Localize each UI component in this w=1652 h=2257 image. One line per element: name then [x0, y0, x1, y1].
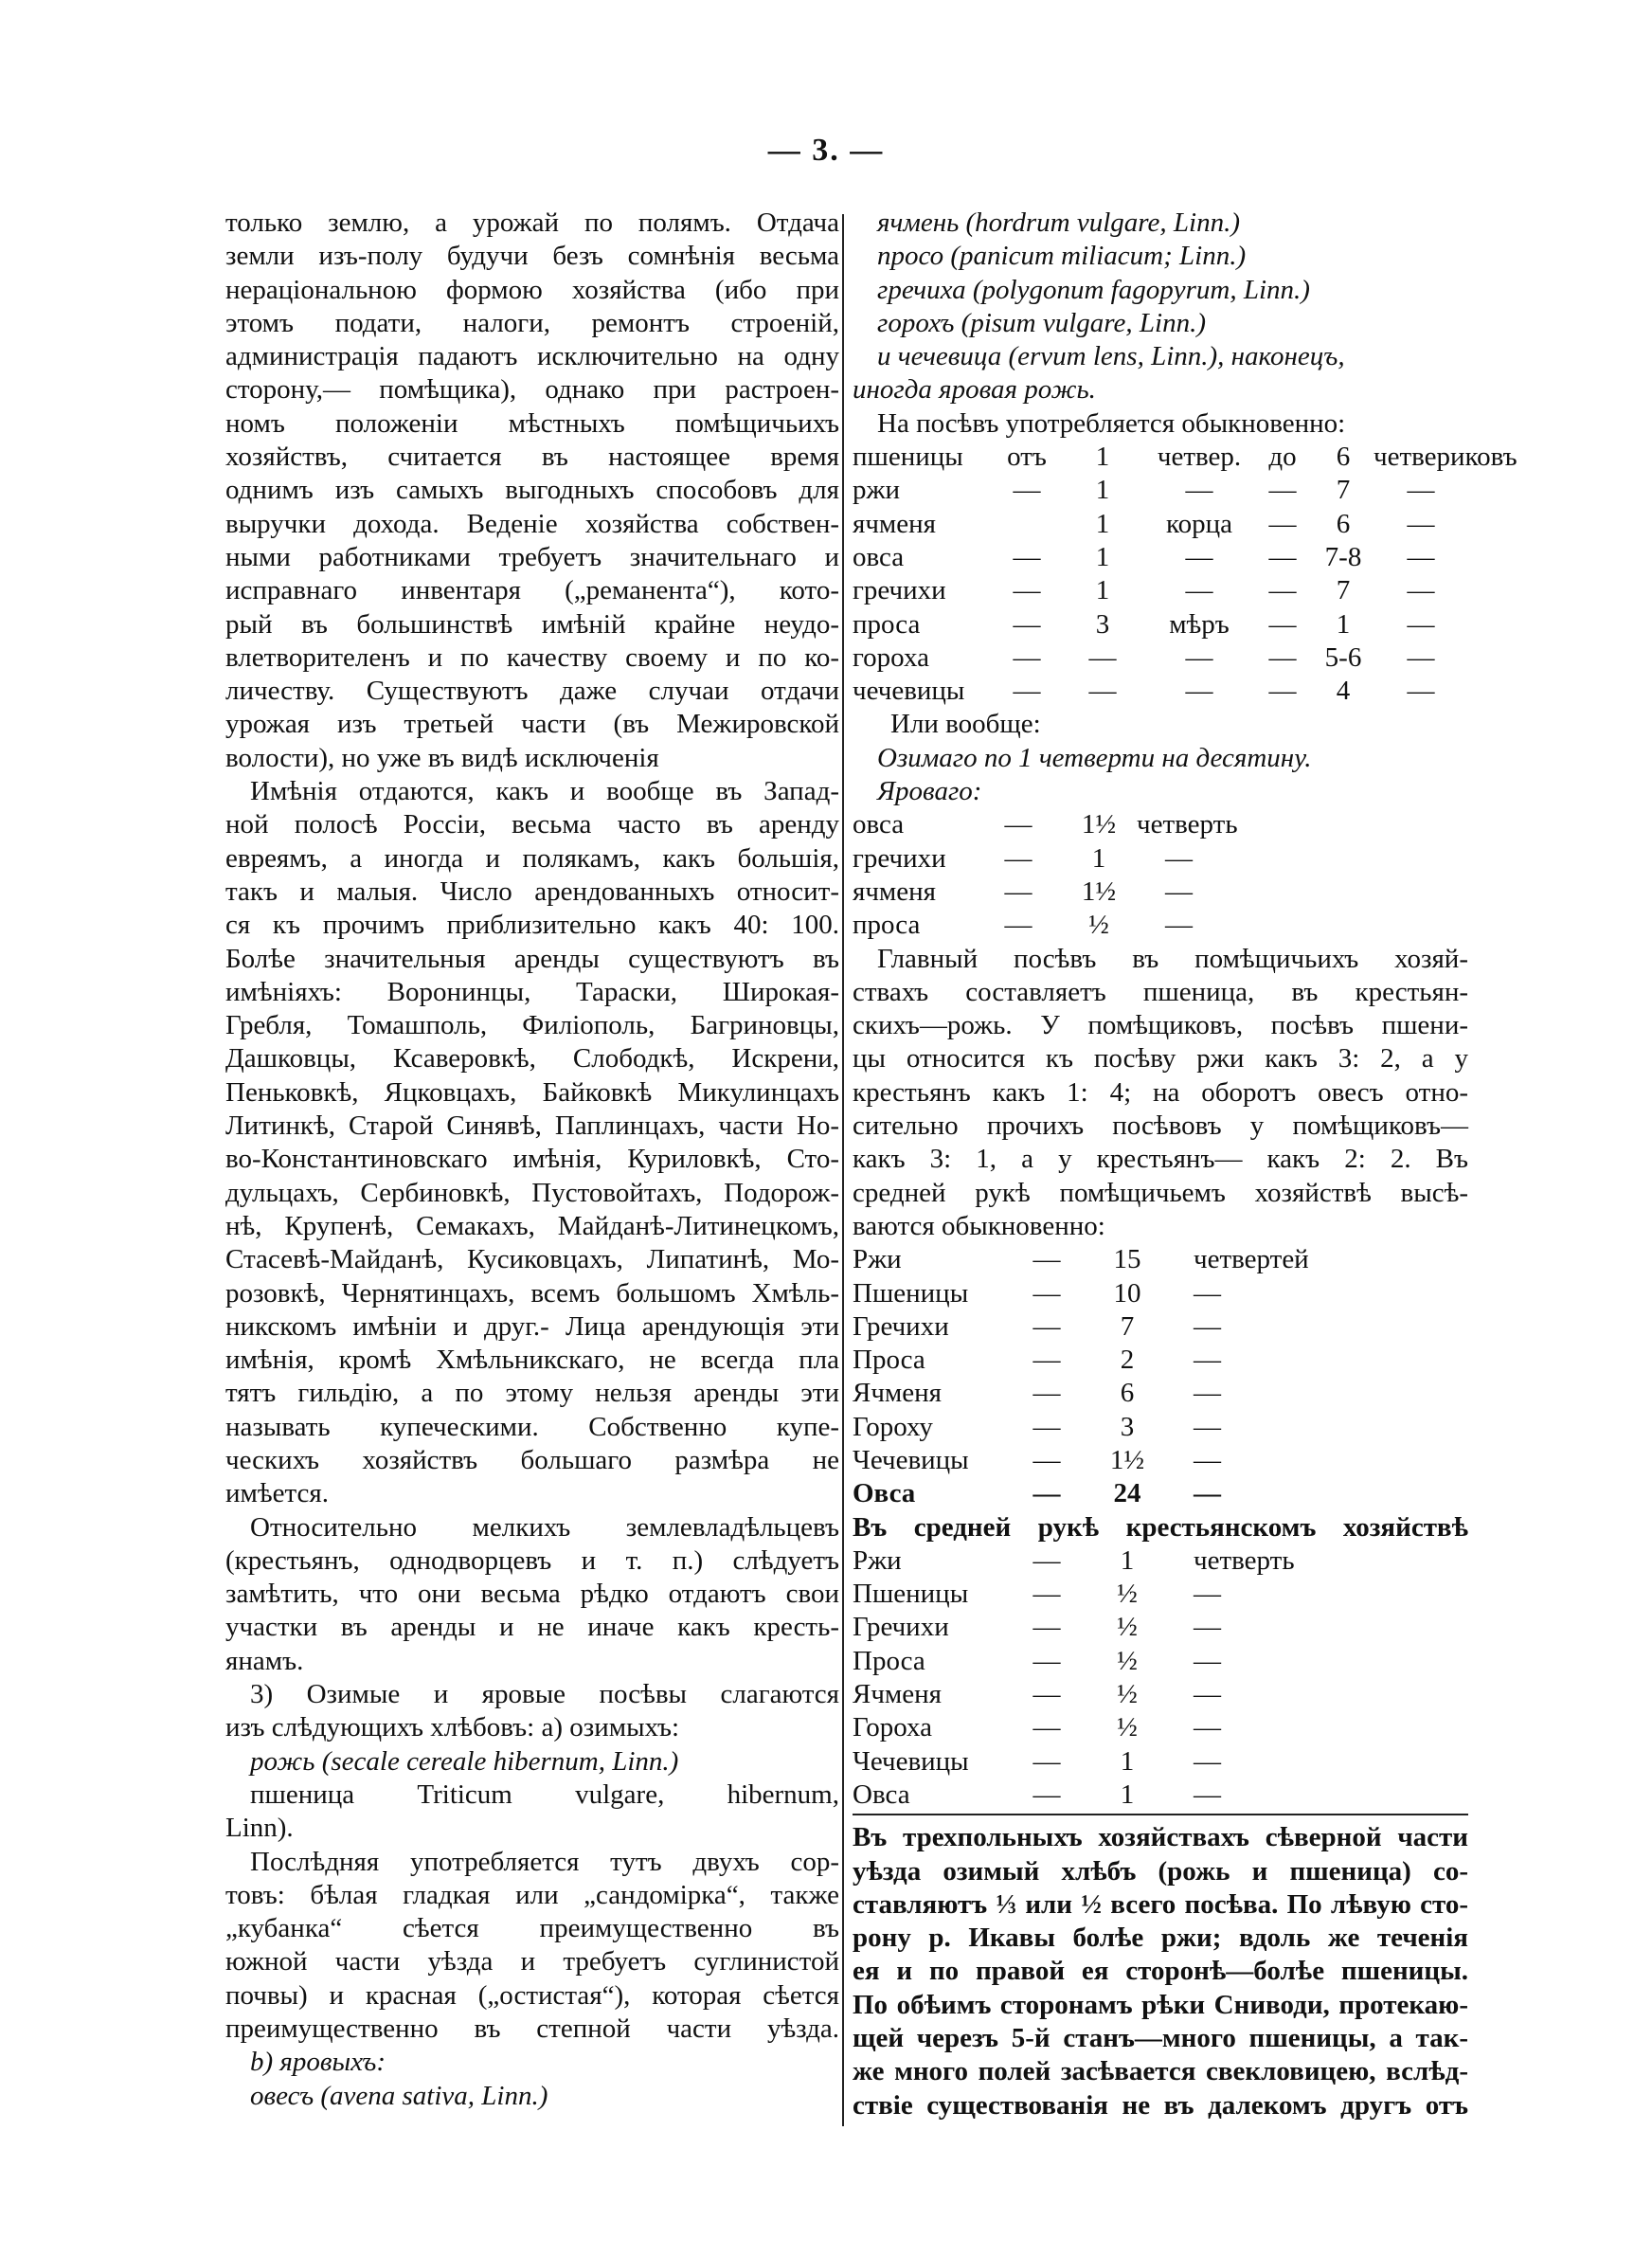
cell: — — [1194, 1277, 1221, 1309]
text-line: янамъ. — [225, 1645, 304, 1676]
crop-name: Ячменя — [853, 1679, 943, 1710]
cell: 6 — [1120, 1378, 1135, 1409]
crop-line: просо (panicum miliacum; Linn.) — [877, 241, 1247, 272]
text-line: Дашковцы, Ксаверовкѣ, Слободкѣ, Искрени, — [225, 1043, 839, 1074]
text-line: ной полосѣ Россіи, весьма часто въ аренду — [225, 809, 839, 840]
text-line: волости), но уже въ видѣ исключенія — [225, 742, 659, 773]
cell: — — [1194, 1679, 1221, 1710]
cell: — — [1194, 1378, 1221, 1409]
column-divider — [842, 214, 844, 2126]
table-row — [853, 1477, 1468, 1510]
text-line: Послѣдняя употребляется тутъ двухъ сор- — [250, 1846, 839, 1877]
crop-name: ячменя — [853, 876, 937, 907]
text-line: дульцахъ, Сербиновкѣ, Пустовойтахъ, Подорож- — [225, 1177, 839, 1208]
text-line: нераціональною формою хозяйства (ибо при — [225, 274, 839, 305]
table-row — [853, 641, 1468, 675]
cell: ½ — [1117, 1645, 1138, 1676]
cell: — — [1032, 1579, 1061, 1610]
text-line: Стасевѣ-Майданѣ, Кусиковцахъ, Липатинѣ, Мо- — [225, 1244, 839, 1275]
text-line: средней рукѣ помѣщичьемъ хозяйствѣ высѣ- — [853, 1177, 1468, 1208]
text-line: такъ и малыя. Число арендованныхъ относит- — [225, 876, 839, 907]
text-line: рый въ большинствѣ имѣній крайне неудо- — [225, 608, 839, 640]
text-line: цы относится къ посѣву ржи какъ 3: 2, а у — [853, 1043, 1468, 1074]
cell: 1 — [1120, 1779, 1135, 1810]
text-line: По обѣимъ сторонамъ рѣки Сниводи, протекаю- — [853, 1989, 1468, 2020]
cell: — — [1165, 876, 1193, 907]
cell: 1 — [1091, 842, 1106, 874]
cell: — — [1268, 608, 1297, 640]
text-line: какъ 3: 1, а у крестьянъ— какъ 2: 2. Въ — [853, 1144, 1468, 1175]
text-line: выручки дохода. Веденіе хозяйства собствен- — [225, 508, 839, 539]
cell: — — [1004, 809, 1032, 840]
cell: — — [1185, 541, 1213, 572]
cell: — — [1407, 676, 1435, 707]
cell: — — [1013, 541, 1041, 572]
spring-label: Яроваго: — [877, 776, 982, 807]
cell: — — [1407, 508, 1435, 539]
crop-name: овса — [853, 541, 905, 572]
crop-name: Гречихи — [853, 1612, 949, 1643]
text-line: личеству. Существуютъ даже случаи отдачи — [225, 676, 839, 707]
winter-line: Озимаго по 1 четверти на десятину. — [877, 742, 1312, 773]
cell: — — [1165, 910, 1193, 941]
cell: — — [1185, 575, 1213, 606]
text-line: евреямъ, а иногда и полякамъ, какъ большія, — [225, 842, 839, 874]
cell: 1½ — [1109, 1444, 1145, 1475]
crop-name: Проса — [853, 1645, 925, 1676]
cell: 24 — [1113, 1478, 1141, 1509]
cell: — — [1407, 641, 1435, 673]
cell: — — [1194, 1645, 1221, 1676]
cell: 7 — [1120, 1310, 1135, 1342]
crop-line: и чечевица (ervum lens, Linn.), наконецъ, — [877, 341, 1345, 372]
landlord-table — [853, 1243, 1468, 1510]
text-line: b) яровыхъ: — [250, 2047, 386, 2078]
cell: — — [1032, 1345, 1061, 1376]
text-line: же много полей засѣвается свекловицею, вслѣд- — [853, 2056, 1468, 2087]
cell: — — [1088, 641, 1117, 673]
cell: — — [1268, 575, 1297, 606]
crop-name: Пшеницы — [853, 1579, 969, 1610]
cell: 4 — [1336, 676, 1351, 707]
section-rule — [853, 1814, 1468, 1821]
text-line: Литинкѣ, Старой Синявѣ, Паплинцахъ, части Но- — [225, 1110, 839, 1142]
text-line: ствіе существованія не въ далекомъ другъ отъ — [853, 2089, 1468, 2121]
table-row — [853, 1277, 1468, 1310]
cell: — — [1268, 641, 1297, 673]
text-line: участки въ аренды и не иначе какъ кресть- — [225, 1612, 839, 1643]
cell: — — [1268, 475, 1297, 506]
cell: — — [1194, 1444, 1221, 1475]
cell: 3 — [1095, 608, 1110, 640]
cell: — — [1013, 676, 1041, 707]
table-row — [853, 675, 1468, 708]
text-line: Гребля, Томашполь, Филіополь, Багриновцы, — [225, 1010, 839, 1041]
text-line: южной части уѣзда и требуетъ суглинистой — [225, 1946, 839, 1977]
cell: мѣръ — [1169, 608, 1230, 640]
cell: 7-8 — [1324, 541, 1362, 572]
crop-name: Овса — [853, 1779, 910, 1810]
cell: — — [1194, 1310, 1221, 1342]
cell: — — [1268, 676, 1297, 707]
crop-name: Гороха — [853, 1712, 932, 1743]
cell: — — [1032, 1544, 1061, 1576]
crop-name: проса — [853, 608, 921, 640]
text-line: этомъ подати, налоги, ремонтъ строеній, — [225, 307, 839, 338]
cell: — — [1032, 1612, 1061, 1643]
cell: до — [1268, 442, 1297, 473]
cell: 1 — [1120, 1544, 1135, 1576]
cell: — — [1013, 575, 1041, 606]
text-line: Относительно мелкихъ землевладѣльцевъ — [250, 1511, 839, 1543]
cell: — — [1194, 1712, 1221, 1743]
table-row — [853, 808, 1468, 841]
crop-name: Чечевицы — [853, 1745, 969, 1777]
table-row — [853, 508, 1468, 541]
text-line: изъ слѣдующихъ хлѣбовъ: а) озимыхъ: — [225, 1712, 680, 1743]
cell: — — [1407, 475, 1435, 506]
text-line: Пеньковкѣ, Яцковцахъ, Байковкѣ Микулинцахъ — [225, 1076, 839, 1108]
seed-table — [853, 441, 1517, 708]
cell: — — [1032, 1411, 1061, 1442]
cell: 7 — [1336, 575, 1351, 606]
cell: — — [1268, 541, 1297, 572]
cell: — — [1088, 676, 1117, 707]
table-row — [853, 1310, 1468, 1344]
cell: 2 — [1120, 1345, 1135, 1376]
table-row — [853, 1711, 1468, 1744]
cell: четверть — [1194, 1544, 1295, 1576]
text-line: розовкѣ, Чернятинцахъ, всемъ большомъ Хмѣль- — [225, 1277, 839, 1309]
text-line: рону р. Икавы болѣе ржи; вдоль же теченія — [853, 1923, 1468, 1954]
text-line: во-Константиновскаго имѣнія, Куриловкѣ, Сто- — [225, 1144, 839, 1175]
cell: — — [1194, 1612, 1221, 1643]
crop-name: Ржи — [853, 1244, 902, 1275]
cell: — — [1032, 1378, 1061, 1409]
text-line: Главный посѣвъ въ помѣщичьихъ хозяй- — [877, 943, 1468, 974]
text-line: земли изъ-полу будучи безъ сомнѣнія весьма — [225, 241, 839, 272]
spring-table — [853, 808, 1468, 942]
text-line: товъ: бѣлая гладкая или „сандомірка“, также — [225, 1879, 839, 1910]
text-line: Въ трехпольныхъ хозяйствахъ сѣверной части — [853, 1822, 1468, 1853]
crop-name: овса — [853, 809, 905, 840]
text-line: скихъ—рожь. У помѣщиковъ, посѣвъ пшени- — [853, 1010, 1468, 1041]
crop-name: Ржи — [853, 1544, 902, 1576]
text-line: ся къ прочимъ приблизительно какъ 40: 100. — [225, 910, 839, 941]
crop-name: Гороху — [853, 1411, 933, 1442]
cell: — — [1013, 641, 1041, 673]
text-line: ческихъ хозяйствъ большаго размѣра не — [225, 1444, 839, 1475]
text-line: овесъ (avena sativa, Linn.) — [250, 2080, 548, 2111]
cell: — — [1004, 842, 1032, 874]
cell: отъ — [1007, 442, 1047, 473]
table-row — [853, 1678, 1468, 1711]
text-line: сительно прочихъ посѣвовъ у помѣщиковъ— — [853, 1110, 1468, 1142]
text-line: тятъ гильдію, а по этому нельзя аренды эти — [225, 1378, 839, 1409]
cell: ½ — [1117, 1612, 1138, 1643]
text-line: влетворителенъ и по качеству своему и по ко- — [225, 641, 839, 673]
text-line: ея и по правой ея сторонѣ—болѣе пшеницы. — [853, 1956, 1468, 1987]
cell: 5-6 — [1324, 641, 1362, 673]
table-row — [853, 876, 1468, 909]
cell: — — [1185, 641, 1213, 673]
table-row — [853, 1779, 1468, 1812]
cell: — — [1032, 1244, 1061, 1275]
text-line: почвы) и красная („остистая“), которая сѣется — [225, 1979, 839, 2011]
crop-name: ячменя — [853, 508, 937, 539]
text-line: имѣется. — [225, 1478, 329, 1509]
general-heading: Или вообще: — [890, 709, 1041, 740]
text-line: Болѣе значительныя аренды существуютъ въ — [225, 943, 839, 974]
crop-line: иногда яровая рожь. — [853, 374, 1096, 406]
text-line: никскомъ имѣніи и друг.- Лица арендующія эти — [225, 1310, 839, 1342]
text-line: крестьянъ какъ 1: 4; на оборотъ овесъ отно- — [853, 1076, 1468, 1108]
peasant-table — [853, 1544, 1468, 1812]
cell: 1 — [1095, 508, 1110, 539]
table-row — [853, 608, 1468, 641]
table-row — [853, 574, 1468, 607]
crop-line: ячмень (hordrum vulgare, Linn.) — [877, 208, 1240, 238]
cell: — — [1032, 1679, 1061, 1710]
cell: — — [1407, 541, 1435, 572]
crop-name: гречихи — [853, 842, 946, 874]
table-row — [853, 1377, 1468, 1410]
cell: 1 — [1095, 475, 1110, 506]
text-line: пшеница Triticum vulgare, hibernum, — [250, 1779, 839, 1810]
crop-name: ржи — [853, 475, 901, 506]
cell: — — [1013, 608, 1041, 640]
text-line: ваются обыкновенно: — [853, 1210, 1105, 1241]
right-column — [853, 207, 1517, 2122]
text-line: администрація падаютъ исключительно на одну — [225, 341, 839, 372]
cell: — — [1268, 508, 1297, 539]
table-row — [853, 474, 1468, 507]
cell: ½ — [1088, 910, 1109, 941]
table-row — [853, 1745, 1468, 1779]
cell: 1 — [1120, 1745, 1135, 1777]
cell: 6 — [1336, 508, 1351, 539]
crop-name: Овса — [853, 1478, 916, 1509]
cell: — — [1185, 475, 1213, 506]
cell: — — [1032, 1745, 1061, 1777]
left-column — [225, 207, 839, 2113]
text-line: сторону,— помѣщика), однако при растроен- — [225, 374, 839, 406]
crop-name: Гречихи — [853, 1310, 949, 1342]
table-row — [853, 1243, 1468, 1276]
table-row — [853, 1645, 1468, 1678]
cell: ½ — [1117, 1712, 1138, 1743]
table-row — [853, 842, 1468, 876]
text-line: уѣзда озимый хлѣбъ (рожь и пшеница) со- — [853, 1855, 1468, 1887]
table-row — [853, 1578, 1468, 1611]
table-row — [853, 441, 1517, 474]
text-line: щей черезъ 5-й станъ—много пшеницы, а так- — [853, 2023, 1468, 2054]
cell: 10 — [1113, 1277, 1141, 1309]
cell: — — [1194, 1411, 1221, 1442]
table-row — [853, 1544, 1468, 1578]
table-row — [853, 1344, 1468, 1377]
cell: — — [1032, 1478, 1061, 1509]
cell: четвертей — [1194, 1244, 1309, 1275]
crop-name: гречихи — [853, 575, 946, 606]
cell: — — [1032, 1310, 1061, 1342]
table-row — [853, 1611, 1468, 1644]
cell: — — [1194, 1579, 1221, 1610]
cell: — — [1032, 1277, 1061, 1309]
text-line: Linn). — [225, 1813, 294, 1844]
cell: — — [1407, 575, 1435, 606]
cell: четвериковъ — [1374, 442, 1517, 473]
cell: 1½ — [1081, 809, 1117, 840]
cell: 1 — [1095, 541, 1110, 572]
cell: — — [1004, 876, 1032, 907]
text-line: „кубанка“ сѣется преимущественно въ — [225, 1913, 839, 1944]
crop-name: Ячменя — [853, 1378, 943, 1409]
text-line: нѣ, Крупенѣ, Семакахъ, Майданѣ-Литинецкомъ, — [225, 1210, 839, 1241]
text-line: называть купеческими. Собственно купе- — [225, 1411, 839, 1442]
text-line: ными работниками требуетъ значительнаго и — [225, 541, 839, 572]
cell: — — [1407, 608, 1435, 640]
crop-name: Проса — [853, 1345, 925, 1376]
cell: — — [1165, 842, 1193, 874]
cell: 1 — [1095, 442, 1110, 473]
peasant-heading: Въ средней рукѣ крестьянскомъ хозяйствѣ — [853, 1511, 1468, 1543]
cell: — — [1032, 1779, 1061, 1810]
cell: — — [1194, 1478, 1221, 1509]
cell: 6 — [1336, 442, 1351, 473]
cell: четвер. — [1157, 442, 1242, 473]
page-number: — 3. — — [767, 133, 885, 168]
cell: 7 — [1336, 475, 1351, 506]
text-line: урожая изъ третьей части (въ Межировской — [225, 709, 839, 740]
cell: — — [1185, 676, 1213, 707]
cell: 1½ — [1081, 876, 1117, 907]
seed-table-heading: На посѣвъ употребляется обыкновенно: — [877, 407, 1346, 439]
table-row — [853, 541, 1468, 574]
crop-name: проса — [853, 910, 921, 941]
cell: 1 — [1095, 575, 1110, 606]
cell: 1 — [1336, 608, 1351, 640]
cell: — — [1032, 1712, 1061, 1743]
table-row — [853, 1411, 1468, 1444]
cell: — — [1194, 1779, 1221, 1810]
cell: 3 — [1120, 1411, 1135, 1442]
cell: — — [1004, 910, 1032, 941]
text-line: исправнаго инвентаря („реманента“), кото- — [225, 575, 839, 606]
text-line: однимъ изъ самыхъ выгодныхъ способовъ для — [225, 475, 839, 506]
table-row — [853, 1444, 1468, 1477]
text-line: 3) Озимые и яровые посѣвы слагаются — [250, 1679, 839, 1710]
text-line: только землю, а урожай по полямъ. Отдача — [225, 208, 839, 238]
cell: — — [1194, 1345, 1221, 1376]
crop-name: Чечевицы — [853, 1444, 969, 1475]
cell: — — [1032, 1444, 1061, 1475]
cell: ½ — [1117, 1579, 1138, 1610]
crop-line: горохъ (pisum vulgare, Linn.) — [877, 307, 1206, 338]
table-row — [853, 909, 1468, 942]
text-line: номъ положеніи мѣстныхъ помѣщичьихъ — [225, 407, 839, 439]
crop-name: Пшеницы — [853, 1277, 969, 1309]
crop-line: гречиха (polygonum fagopyrum, Linn.) — [877, 274, 1310, 305]
text-line: имѣнія, кромѣ Хмѣльникскаго, не всегда пла — [225, 1345, 839, 1376]
text-line: хозяйствъ, считается въ настоящее время — [225, 442, 839, 473]
cell: корца — [1165, 508, 1232, 539]
cell: ½ — [1117, 1679, 1138, 1710]
cell: 15 — [1113, 1244, 1141, 1275]
text-line: (крестьянъ, однодворцевъ и т. п.) слѣдуетъ — [225, 1544, 839, 1576]
text-line: ставляютъ ⅓ или ½ всего посѣва. По лѣвую сто- — [853, 1888, 1468, 1920]
cell: — — [1194, 1745, 1221, 1777]
text-line: преимущественно въ степной части уѣзда. — [225, 2013, 839, 2045]
text-line: Имѣнія отдаются, какъ и вообще въ Запад- — [250, 776, 839, 807]
cell: четверть — [1137, 809, 1238, 840]
text-line: имѣніяхъ: Воронинцы, Тараски, Широкая- — [225, 976, 839, 1007]
text-line: рожь (secale cereale hibernum, Linn.) — [250, 1745, 679, 1777]
cell: — — [1013, 475, 1041, 506]
crop-name: пшеницы — [853, 442, 963, 473]
text-line: ствахъ составляетъ пшеница, въ крестьян- — [853, 976, 1468, 1007]
cell: — — [1032, 1645, 1061, 1676]
crop-name: гороха — [853, 641, 929, 673]
text-line: замѣтить, что они весьма рѣдко отдаютъ свои — [225, 1579, 839, 1610]
crop-name: чечевицы — [853, 676, 965, 707]
